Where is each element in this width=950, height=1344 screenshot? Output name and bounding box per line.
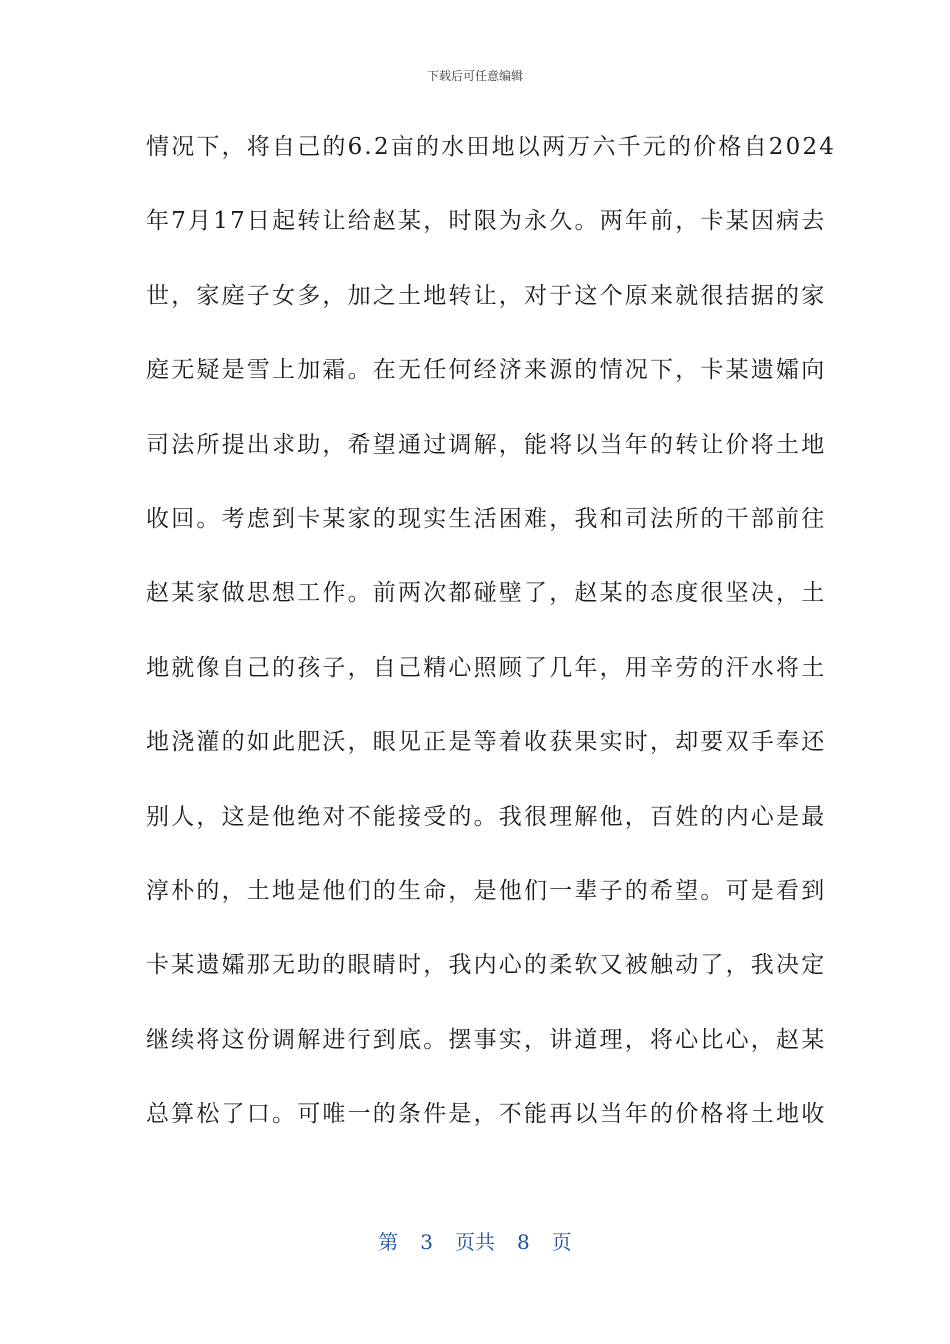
body-line: 收回。考虑到卡某家的现实生活困难，我和司法所的干部前往	[146, 505, 827, 532]
body-line: 司法所提出求助，希望通过调解，能将以当年的转让价将土地	[146, 431, 827, 458]
body-line: 年7月17日起转让给赵某，时限为永久。两年前，卡某因病去	[146, 208, 827, 235]
page-suffix: 页	[551, 1230, 572, 1254]
page-footer	[0, 1226, 950, 1255]
page-middle: 页共	[455, 1230, 495, 1254]
body-line: 总算松了口。可唯一的条件是，不能再以当年的价格将土地收	[146, 1101, 827, 1128]
body-line: 世，家庭子女多，加之土地转让，对于这个原来就很拮据的家	[146, 282, 827, 309]
body-line: 赵某家做思想工作。前两次都碰壁了，赵某的态度很坚决，土	[146, 580, 827, 607]
header-note: 下载后可任意编辑	[426, 69, 523, 83]
body-line: 地浇灌的如此肥沃，眼见正是等着收获果实时，却要双手奉还	[146, 729, 827, 756]
body-line: 庭无疑是雪上加霜。在无任何经济来源的情况下，卡某遗孀向	[146, 357, 827, 384]
current-page-number: 3	[420, 1230, 433, 1254]
total-pages-number: 8	[517, 1230, 530, 1254]
body-line: 别人，这是他绝对不能接受的。我很理解他，百姓的内心是最	[146, 803, 827, 830]
body-text	[146, 121, 837, 1162]
body-line: 卡某遗孀那无助的眼睛时，我内心的柔软又被触动了，我决定	[146, 952, 827, 979]
body-line: 继续将这份调解进行到底。摆事实，讲道理，将心比心，赵某	[146, 1026, 827, 1053]
body-line: 地就像自己的孩子，自己精心照顾了几年，用辛劳的汗水将土	[146, 654, 827, 681]
body-line: 淳朴的，土地是他们的生命，是他们一辈子的希望。可是看到	[146, 877, 827, 904]
page-prefix: 第	[378, 1230, 399, 1254]
body-line: 情况下，将自己的6.2亩的水田地以两万六千元的价格自2024	[146, 134, 837, 160]
